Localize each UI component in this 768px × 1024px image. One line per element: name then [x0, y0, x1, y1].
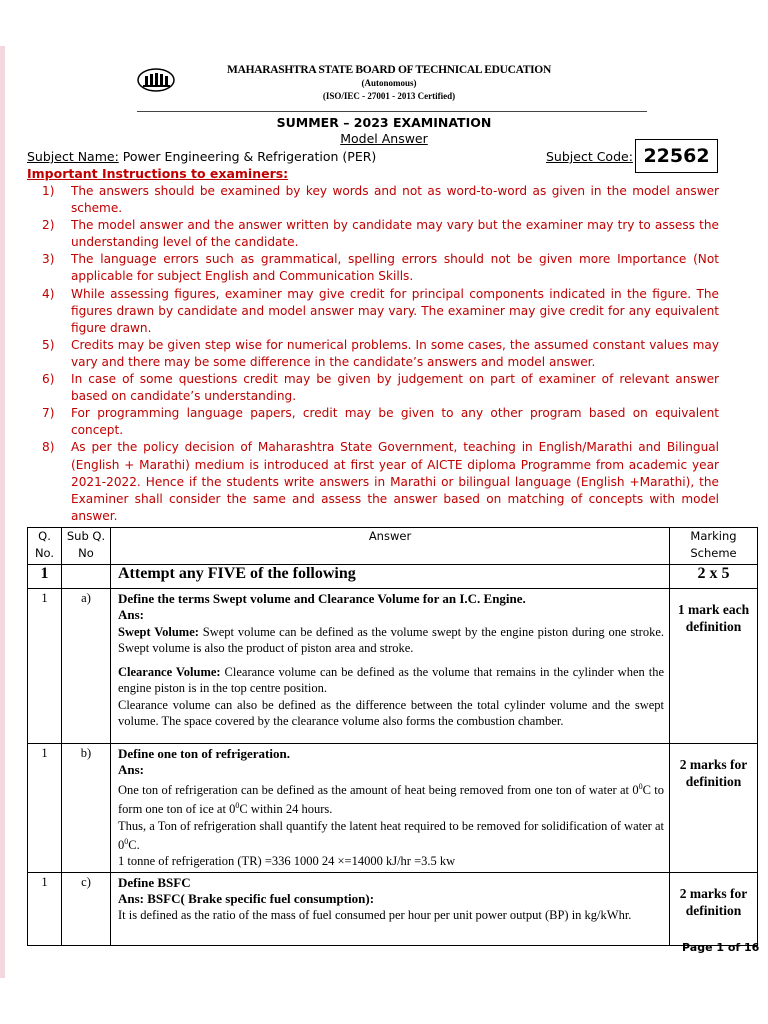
table-row [28, 589, 758, 744]
subject-name-label: Subject Name: [27, 149, 119, 164]
row-marks: 1 mark each definition [670, 589, 758, 744]
subject-name-line [27, 149, 376, 164]
row-sub-q-no: c) [62, 872, 111, 945]
section-title: Attempt any FIVE of the following [111, 565, 670, 589]
section-marks: 2 x 5 [670, 565, 758, 589]
subject-code-label: Subject Code: [546, 149, 633, 164]
table-header-row [28, 528, 758, 565]
header-sub-q-no: Sub Q. No [62, 528, 111, 565]
clearance-volume-paragraph: Clearance Volume: Clearance volume can be defined as the volume that remains in the cylinder when the engine piston is in the top centre position. [118, 665, 664, 696]
row-q-no: 1 [28, 589, 62, 744]
model-answer-heading: Model Answer [340, 131, 428, 146]
section-row [28, 565, 758, 589]
section-sub-empty [62, 565, 111, 589]
ans-label: Ans: [118, 607, 145, 623]
row-marks: 2 marks for definition [670, 744, 758, 873]
row-answer [111, 589, 670, 744]
answer-table [27, 527, 758, 946]
header-answer: Answer [111, 528, 670, 565]
header-divider [137, 111, 647, 112]
instructions-title: Important Instructions to examiners: [27, 166, 289, 181]
instruction-item: 7) For programming language papers, credit may be given to any other program based on equivalent concept. [42, 406, 719, 438]
row-answer [111, 872, 670, 945]
subject-code-box: 22562 [635, 139, 718, 173]
row-sub-q-no: b) [62, 744, 111, 873]
ans-label: Ans: [118, 762, 145, 778]
instruction-item: 1) The answers should be examined by key words and not as word-to-word as given in the model answer scheme. [42, 184, 719, 216]
table-row [28, 744, 758, 873]
row-marks: 2 marks for definition [670, 872, 758, 945]
page-number: Page 1 of 16 [682, 941, 760, 954]
subject-name-value: Power Engineering & Refrigeration (PER) [122, 149, 377, 164]
header-marking-scheme: Marking Scheme [670, 528, 758, 565]
ton-definition: One ton of refrigeration can be defined as the amount of heat being removed from one ton of water at $0^0C$ to form one ton of ice at $0^0C$ within 24 hours. [118, 781, 665, 817]
bsfc-definition: It is defined as the ratio of the mass of fuel consumed per hour per unit power output (BP) in kg/kWhr. [118, 908, 632, 923]
row-sub-q-no: a) [62, 589, 111, 744]
instruction-item: 6) In case of some questions credit may be given by judgement on part of examiner of relevant answer based on candidate’s understanding. [42, 372, 719, 404]
org-status: (Autonomous) [361, 78, 417, 88]
row-q-no: 1 [28, 872, 62, 945]
instruction-item: 5) Credits may be given step wise for numerical problems. In some cases, the assumed constant values may vary and there may be some difference in the candidate’s answers and model answer. [42, 337, 719, 369]
instruction-item: 8) As per the policy decision of Maharashtra State Government, teaching in English/Marathi and Bilingual (English + Marathi) medium is introduced at first year of AICTE diploma Programme from academic year 2021-2022. Hence if the students write answers in Marathi or bilingual language (English +Marathi), the Examiner shall consider the same and assess the answer based on matching of concepts with model answer. [42, 440, 719, 523]
org-certification: (ISO/IEC - 27001 - 2013 Certified) [322, 91, 456, 101]
question-title: Define one ton of refrigeration. [118, 746, 290, 761]
instruction-item: 3) The language errors such as grammatical, spelling errors should not be given more Importance (Not applicable for subject English and Communication Skills. [42, 252, 719, 284]
msbte-logo-icon [137, 68, 175, 92]
ans-title: Ans: BSFC( Brake specific fuel consumption): [118, 890, 375, 906]
instruction-item: 2) The model answer and the answer written by candidate may vary but the examiner may try to assess the understanding level of the candidate. [42, 218, 719, 250]
clearance-volume-extra: Clearance volume can also be defined as the difference between the total cylinder volume and the swept volume. The space covered by the clearance volume also forms the combustion chamber. [118, 697, 664, 729]
tonne-equation: 1 tonne of refrigeration (TR) =336 1000 24 ×=14000 kJ/hr =3.5 kw [118, 854, 456, 869]
table-row [28, 872, 758, 945]
instruction-item: 4) While assessing figures, examiner may give credit for principal components indicated in the figure. The figures drawn by candidate and model answer may vary. The examiner may give credit for any equivalent figure drawn. [42, 286, 719, 335]
row-q-no: 1 [28, 744, 62, 873]
org-header [200, 64, 578, 103]
left-margin-strip [0, 46, 5, 978]
latent-heat-text: Thus, a Ton of refrigeration shall quantify the latent heat required to be removed for solidification of water at $0^0C$. [118, 818, 664, 852]
org-name: MAHARASHTRA STATE BOARD OF TECHNICAL EDUCATION [227, 64, 551, 76]
header-q-no: Q. No. [28, 528, 62, 565]
swept-volume-paragraph: Swept Volume: Swept volume can be defined as the volume swept by the engine piston during one stroke. Swept volume is also the product of piston area and stroke. [118, 624, 665, 655]
exam-title: SUMMER – 2023 EXAMINATION [276, 115, 492, 130]
question-title: Define BSFC [118, 874, 191, 890]
section-q-no: 1 [28, 565, 62, 589]
instructions-list [42, 183, 719, 525]
question-title: Define the terms Swept volume and Clearance Volume for an I.C. Engine. [118, 591, 526, 606]
row-answer [111, 744, 670, 873]
